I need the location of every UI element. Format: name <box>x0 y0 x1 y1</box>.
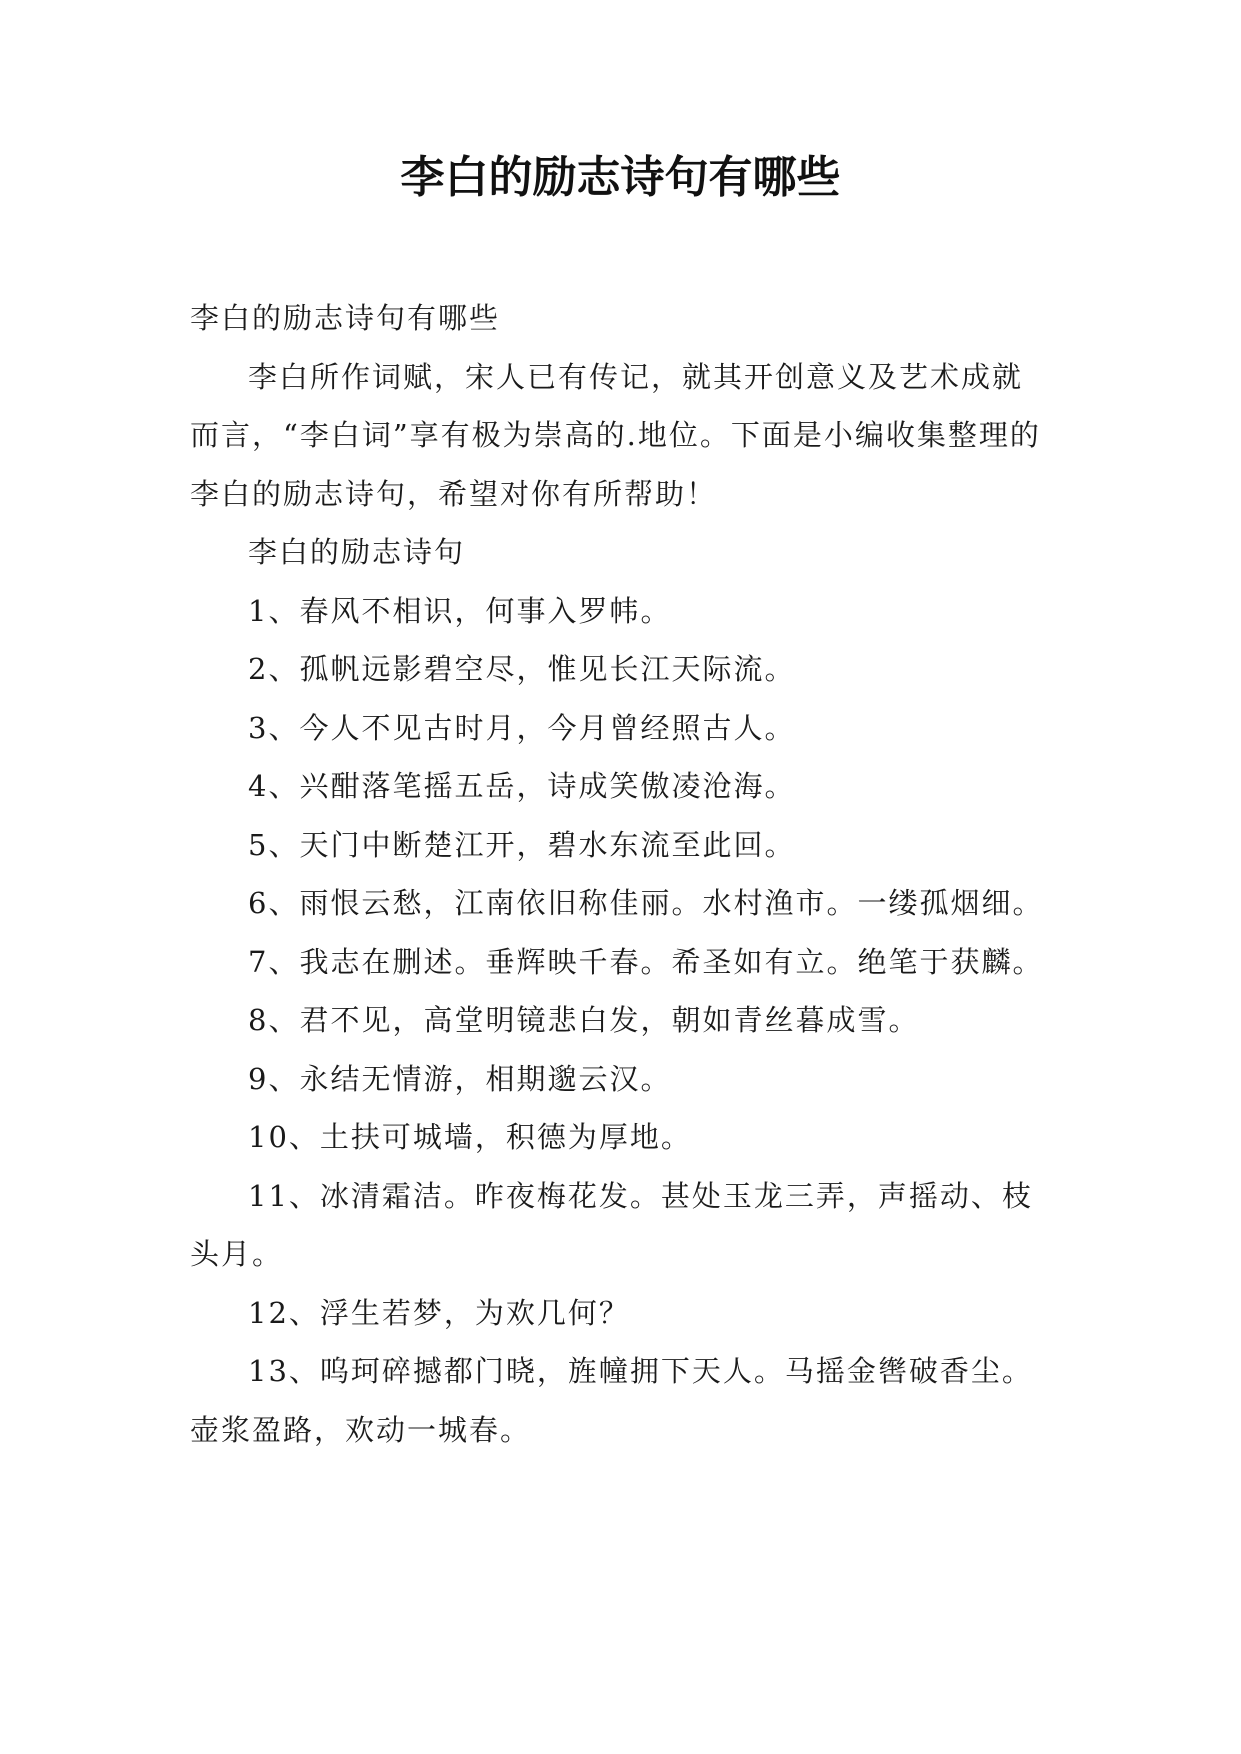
poem-line-2: 2、孤帆远影碧空尽，惟见长江天际流。 <box>248 652 796 686</box>
poem-line-5: 5、天门中断楚江开，碧水东流至此回。 <box>248 827 796 862</box>
document-body <box>190 289 1051 1459</box>
poem-line-11: 11、冰清霜洁。昨夜梅花发。甚处玉龙三弄，声摇动、枝头月。 <box>190 1178 1033 1271</box>
poem-line-7: 7、我志在删述。垂辉映千春。希圣如有立。绝笔于获麟。 <box>248 944 1044 979</box>
poem-line-9: 9、永结无情游，相期邈云汉。 <box>248 1061 672 1096</box>
subtitle-line: 李白的励志诗句有哪些 <box>190 301 501 335</box>
poem-line-1: 1、春风不相识，何事入罗帏。 <box>248 593 672 628</box>
poem-line-6: 6、雨恨云愁，江南依旧称佳丽。水村渔市。一缕孤烟细。 <box>248 886 1044 920</box>
poem-line-12: 12、浮生若梦，为欢几何？ <box>248 1295 630 1330</box>
intro-paragraph: 李白所作词赋，宋人已有传记，就其开创意义及艺术成就而言，“李白词”享有极为崇高的.地位。下面是小编收集整理的李白的励志诗句，希望对你有所帮助！ <box>190 359 1041 511</box>
poem-line-8: 8、君不见，高堂明镜悲白发，朝如青丝暮成雪。 <box>248 1003 920 1037</box>
poem-line-3: 3、今人不见古时月，今月曾经照古人。 <box>248 710 796 745</box>
section-heading: 李白的励志诗句 <box>248 535 466 569</box>
poem-line-10: 10、土扶可城墙，积德为厚地。 <box>248 1120 692 1154</box>
poem-line-13: 13、呜珂碎撼都门晓，旌幢拥下天人。马摇金辔破香尘。壶浆盈路，欢动一城春。 <box>190 1354 1033 1447</box>
document-title: 李白的励志诗句有哪些 <box>400 152 841 203</box>
poem-line-4: 4、兴酣落笔摇五岳，诗成笑傲凌沧海。 <box>248 769 796 803</box>
